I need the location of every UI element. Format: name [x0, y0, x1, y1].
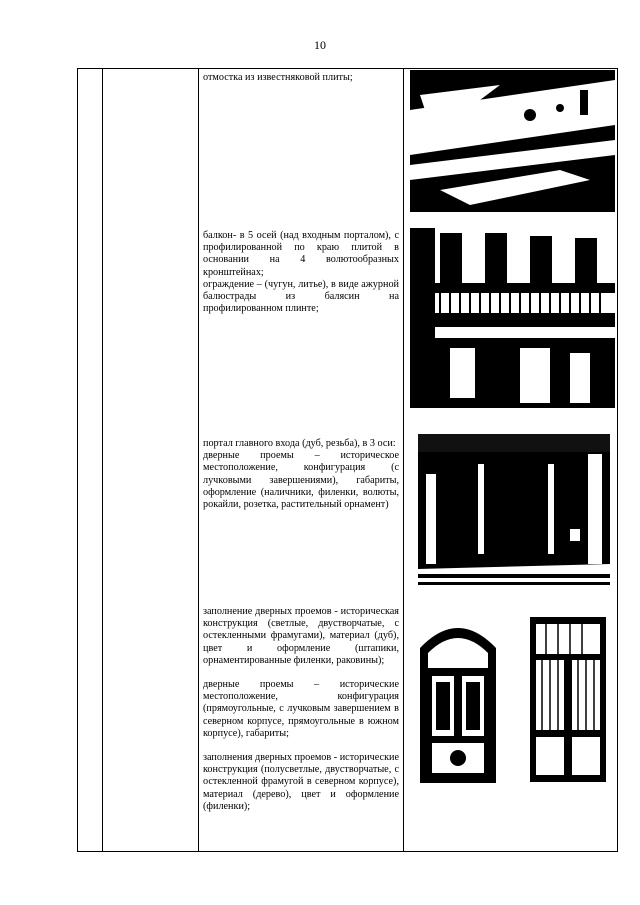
- row-4-paragraph-1: заполнение дверных проемов - историческая конструкция (светлые, двустворчатые, с остекленными фрамугами), материал (дуб), цвет и оформление (штапики, орнаментированные филенки, раковины);: [203, 606, 399, 666]
- row-3-description: [203, 438, 399, 511]
- facade-foundation-photo: [410, 70, 615, 212]
- carved-door-photo: [410, 608, 506, 788]
- table-column-divider: [102, 69, 103, 851]
- table-column-divider: [198, 69, 199, 851]
- row-4-paragraph-2: дверные проемы – исторические местоположение, конфигурация (прямоугольные, с лучковым завершением в северном корпусе, прямоугольные в южном корпусе), габариты;: [203, 679, 399, 739]
- entrance-portal-photo: [418, 434, 610, 592]
- balcony-photo: [410, 228, 615, 408]
- row-3-paragraph-2: дверные проемы – историческое местоположение, конфигурация (с лучковыми завершениями), габариты, оформление (наличники, филенки, волюты, рокайли, розетка, растительный орнамент): [203, 450, 399, 511]
- row-3-paragraph-1: портал главного входа (дуб, резьба), в 3 оси:: [203, 438, 396, 449]
- row-1-paragraph-1: отмостка из известняковой плиты;: [203, 72, 353, 83]
- row-4-description: [203, 606, 399, 813]
- row-2-paragraph-1: балкон- в 5 осей (над входным порталом), с профилированной по краю плитой в основании на 4 волютообразных кронштейнах;: [203, 230, 399, 278]
- row-2-description: [203, 230, 399, 315]
- glazed-door-photo: [522, 612, 614, 787]
- row-4-paragraph-3: заполнения дверных проемов - исторические конструкция (полусветлые, двустворчатые, с остекленной фрамугой в северном корпусе), материал (дерево), цвет и оформление (филенки);: [203, 752, 399, 812]
- page-number: 10: [314, 38, 326, 52]
- row-2-paragraph-2: ограждение – (чугун, литье), в виде ажурной балюстрады из балясин на профилированном плинте;: [203, 278, 399, 315]
- row-1-description: [203, 72, 399, 84]
- table-column-divider: [403, 69, 404, 851]
